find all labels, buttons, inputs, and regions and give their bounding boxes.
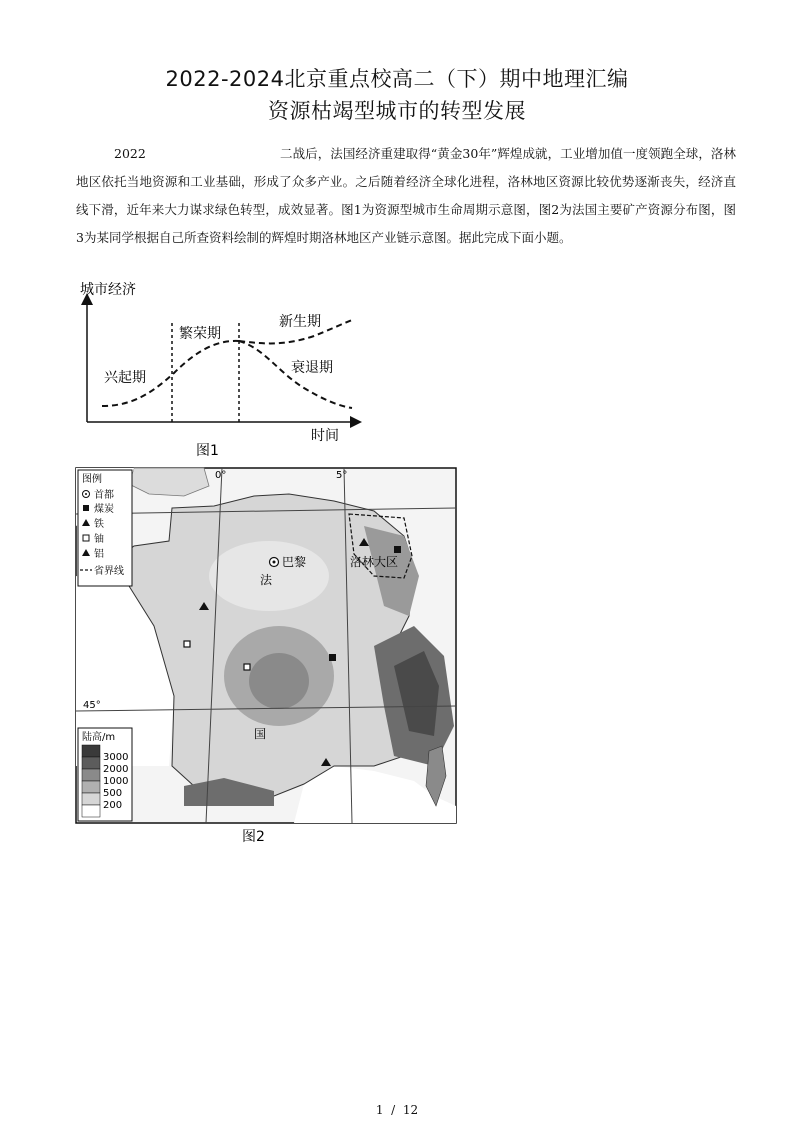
legend-coal: 煤炭 xyxy=(94,504,114,515)
elevation-500: 500 xyxy=(103,788,123,799)
figure2-france-map xyxy=(74,466,460,846)
stage-label-decline: 衰退期 xyxy=(291,360,333,376)
meridian-0-label: 0° xyxy=(215,470,227,481)
legend-aluminium: 铝 xyxy=(94,549,104,560)
uranium-symbol-central xyxy=(244,664,250,670)
capital-label: 巴黎 xyxy=(282,555,307,569)
meridian-5-label: 5° xyxy=(336,470,348,481)
stage-label-rise: 兴起期 xyxy=(104,370,146,386)
country-label-guo: 国 xyxy=(254,727,267,741)
coal-symbol-lorraine xyxy=(394,546,401,553)
uranium-symbol-west xyxy=(184,641,190,647)
legend-boundary: 省界线 xyxy=(94,566,124,577)
capital-paris-symbol xyxy=(270,558,279,567)
question-paragraph xyxy=(76,140,736,252)
page-subtitle: 资源枯竭型城市的转型发展 xyxy=(268,99,526,123)
legend-uranium: 铀 xyxy=(94,534,104,545)
figure1-lifecycle-diagram xyxy=(74,278,374,463)
region-label: 洛林大区 xyxy=(350,555,399,569)
legend-title: 图例 xyxy=(82,474,102,485)
legend-capital: 首都 xyxy=(94,490,114,501)
year-label: 2022 xyxy=(114,146,146,161)
page-separator: / xyxy=(391,1103,396,1117)
elevation-2000: 2000 xyxy=(103,764,129,775)
elevation-1000: 1000 xyxy=(103,776,129,787)
coal-symbol-central xyxy=(329,654,336,661)
elevation-3000: 3000 xyxy=(103,752,129,763)
paragraph-text: 二战后，法国经济重建取得“黄金30年”辉煌成就，工业增加值一度领跑全球，洛林地区依托当地资源和工业基础，形成了众多产业。之后随着经济全球化进程，洛林地区资源比较优势逐渐丧失，经济直线下滑，近年来大力谋求绿色转型，成效显著。图1为资源型城市生命周期示意图，图2为法国主要矿产资源分布图，图3为某同学根据自己所查资料绘制的辉煌时期洛林地区产业链示意图。据此完成下面小题。 xyxy=(76,146,736,245)
figure2-caption: 图2 xyxy=(242,829,265,845)
country-label-fa: 法 xyxy=(260,573,273,587)
page-total: 12 xyxy=(402,1103,419,1117)
stage-label-renewal: 新生期 xyxy=(279,314,321,330)
elevation-title: 陆高/m xyxy=(82,732,116,743)
legend-iron: 铁 xyxy=(94,519,104,530)
page-footer xyxy=(0,1103,794,1117)
page-number: 1 xyxy=(375,1103,384,1117)
page-title: 2022-2024北京重点校高二（下）期中地理汇编 xyxy=(165,67,629,91)
y-axis-label: 城市经济 xyxy=(80,282,136,298)
parallel-45-label: 45° xyxy=(83,700,101,711)
massif-central-core xyxy=(249,653,309,709)
elevation-200: 200 xyxy=(103,800,123,811)
x-axis-label: 时间 xyxy=(311,428,339,444)
figure1-caption: 图1 xyxy=(196,443,219,459)
stage-label-prosperity: 繁荣期 xyxy=(179,326,221,342)
